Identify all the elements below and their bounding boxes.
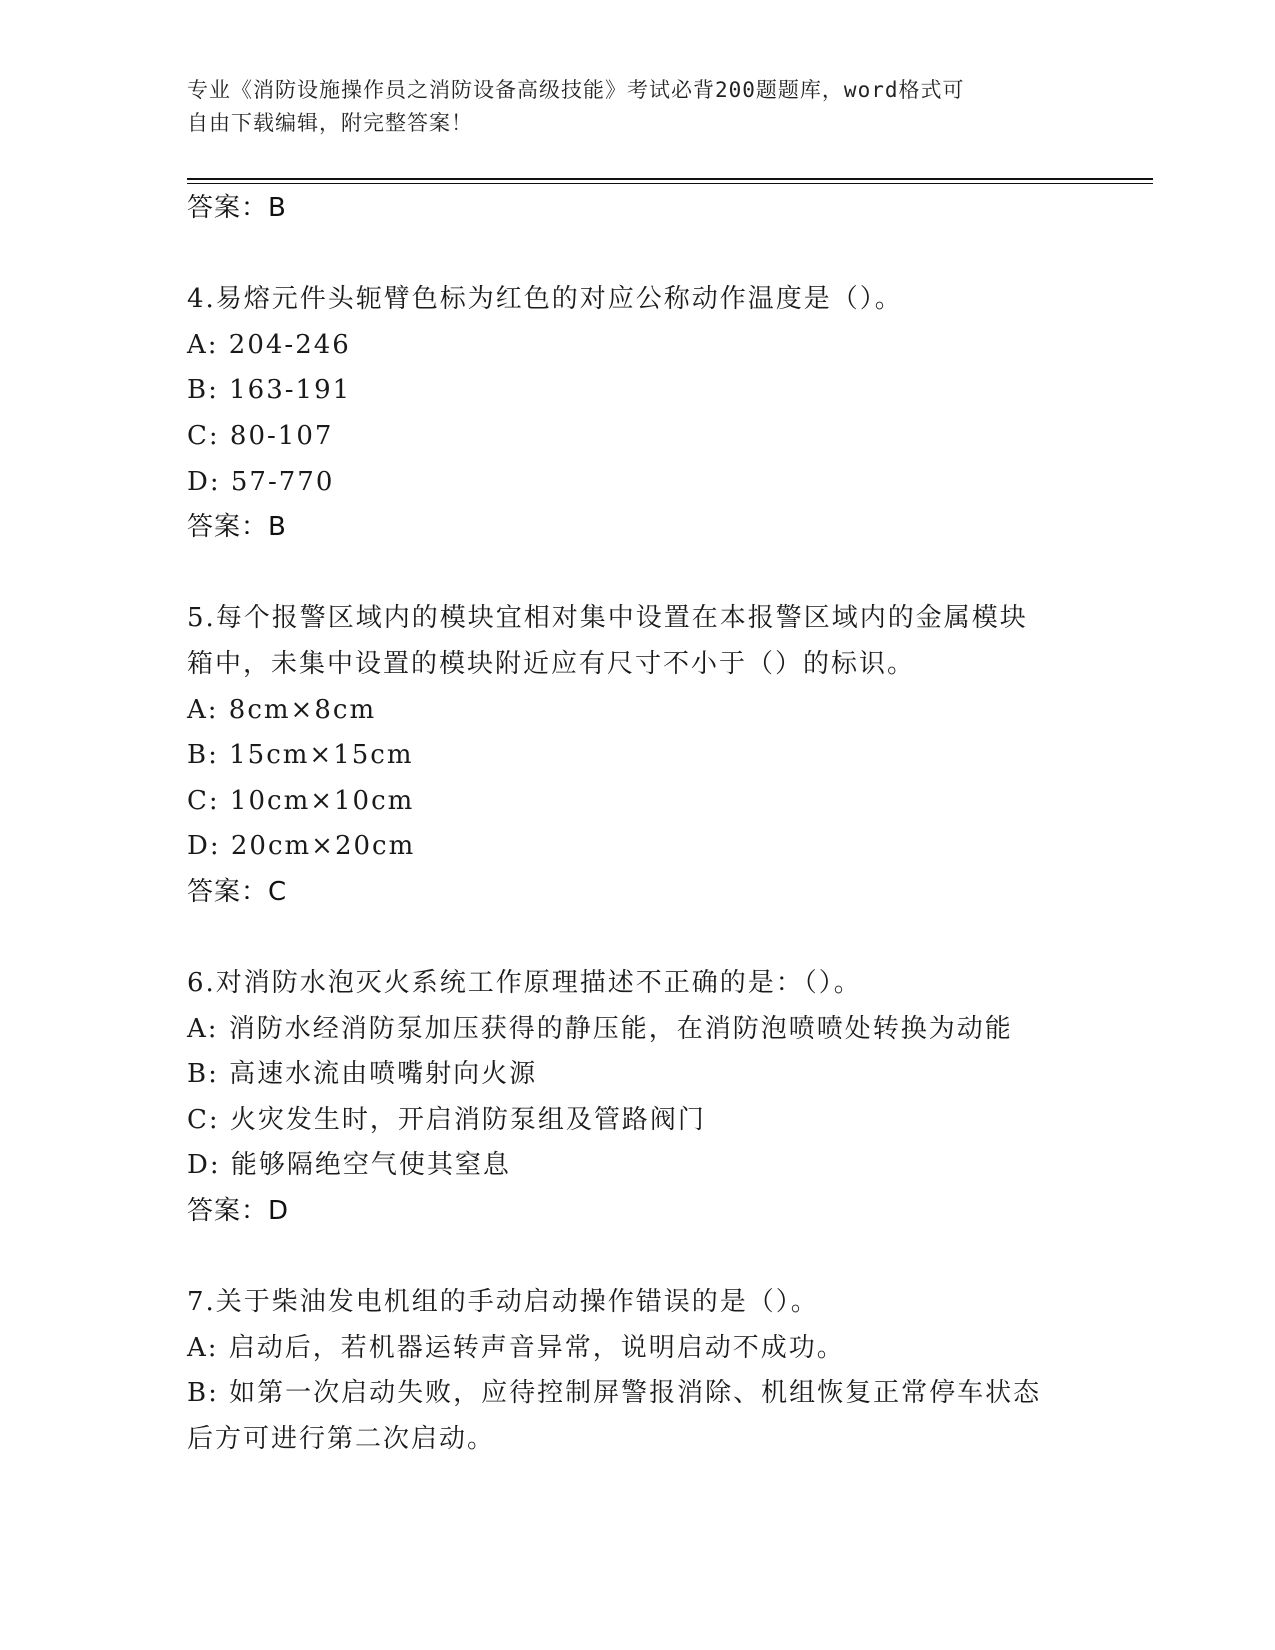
question-7: [187, 1280, 1087, 1462]
spacer: [187, 916, 1087, 962]
answer-line: 答案：B: [187, 193, 287, 223]
answer-line: 答案：B: [187, 512, 287, 543]
question-stem: 4.易熔元件头轭臂色标为红色的对应公称动作温度是（）。: [187, 284, 903, 315]
question-5: [187, 596, 1087, 915]
question-stem-continued: 箱中，未集中设置的模块附近应有尺寸不小于（）的标识。: [187, 648, 916, 679]
spacer: [187, 232, 1087, 278]
answer-line: 答案：D: [187, 1196, 290, 1227]
option-b-continued: 后方可进行第二次启动。: [187, 1424, 496, 1455]
option-b: B: 15cm×15cm: [187, 740, 414, 771]
option-a: A: 启动后，若机器运转声音异常，说明启动不成功。: [187, 1332, 845, 1363]
option-d: D: 57-770: [187, 466, 335, 497]
option-a: A: 8cm×8cm: [187, 694, 377, 725]
question-6: [187, 961, 1087, 1235]
question-list: [187, 186, 1087, 1463]
option-c: C: 80-107: [187, 420, 334, 451]
option-d: D: 能够隔绝空气使其窒息: [187, 1150, 511, 1181]
option-b: B: 如第一次启动失败，应待控制屏警报消除、机组恢复正常停车状态: [187, 1378, 1042, 1409]
option-b: B: 高速水流由喷嘴射向火源: [187, 1059, 538, 1090]
option-a: A: 消防水经消防泵加压获得的静压能，在消防泡喷喷处转换为动能: [187, 1013, 1013, 1044]
question-4: [187, 277, 1087, 551]
option-b: B: 163-191: [187, 375, 352, 406]
answer-line: 答案：C: [187, 876, 288, 907]
question-stem: 5.每个报警区域内的模块宜相对集中设置在本报警区域内的金属模块: [187, 603, 1028, 634]
header-line-2: 自由下载编辑，附完整答案！: [187, 111, 473, 135]
option-d: D: 20cm×20cm: [187, 831, 416, 862]
header-divider-thick: [187, 178, 1153, 180]
spacer: [187, 1235, 1087, 1281]
spacer: [187, 551, 1087, 597]
option-c: C: 火灾发生时，开启消防泵组及管路阀门: [187, 1104, 706, 1135]
header-line-1: 专业《消防设施操作员之消防设备高级技能》考试必背200题题库，word格式可: [187, 78, 965, 102]
option-c: C: 10cm×10cm: [187, 785, 415, 816]
page-header: [187, 74, 1067, 140]
question-stem: 6.对消防水泡灭火系统工作原理描述不正确的是：（）。: [187, 968, 862, 999]
option-a: A: 204-246: [187, 329, 351, 360]
header-divider-thin: [187, 183, 1153, 184]
question-stem: 7.关于柴油发电机组的手动启动操作错误的是（）。: [187, 1287, 819, 1318]
